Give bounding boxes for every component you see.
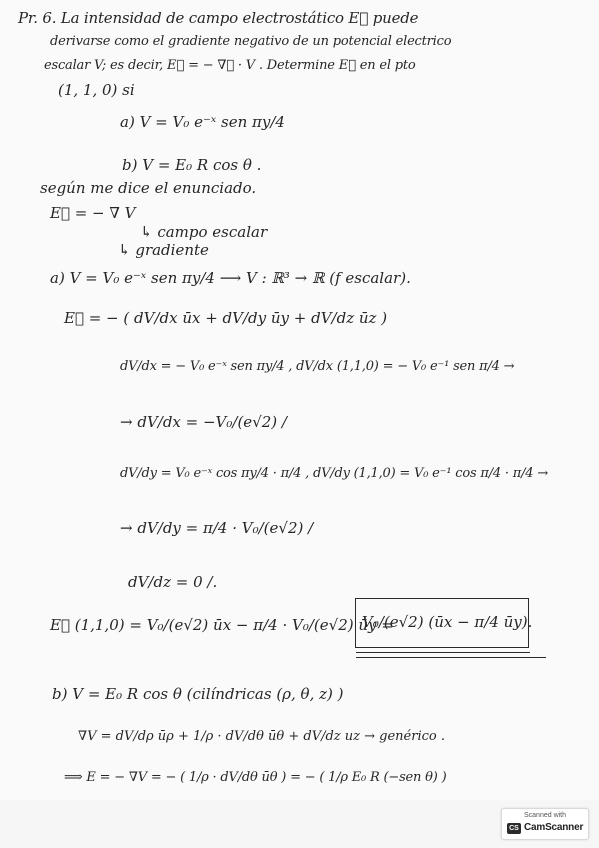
intro-line-3: ↳ campo escalar — [140, 223, 268, 241]
problem-line-1: Pr. 6. La intensidad de campo electrostático E⃗ puede — [18, 9, 419, 27]
boxed-result-text: V₀/(e√2) (ūx − π/4 ūy). — [362, 613, 533, 631]
part-a-line-4: → dV/dx = −V₀/(e√2) / — [120, 413, 287, 431]
camscanner-logo-icon: CS — [507, 823, 521, 834]
underline-1 — [356, 652, 530, 653]
part-a-line-1: a) V = V₀ e⁻ˣ sen πy/4 ⟶ V : ℝ³ → ℝ (f escalar). — [50, 269, 411, 287]
problem-line-3: escalar V; es decir, E⃗ = − ∇⃗ · V . Determine E⃗ en el pto — [44, 58, 416, 73]
problem-item-a: a) V = V₀ e⁻ˣ sen πy/4 — [120, 113, 285, 131]
camscanner-watermark — [501, 808, 589, 840]
part-b-line-1: b) V = E₀ R cos θ (cilíndricas (ρ, θ, z) ) — [52, 685, 344, 703]
part-a-line-5: dV/dy = V₀ e⁻ˣ cos πy/4 · π/4 , dV/dy (1,1,0) = V₀ e⁻¹ cos π/4 · π/4 → — [120, 466, 549, 481]
part-b-line-3: ⟹ E = − ∇V = − ( 1/ρ · dV/dθ ūθ ) = − ( 1/ρ E₀ R (−sen θ) ) — [64, 770, 447, 785]
part-a-line-2: E⃗ = − ( dV/dx ūx + dV/dy ūy + dV/dz ūz ) — [64, 309, 388, 327]
part-a-line-6: → dV/dy = π/4 · V₀/(e√2) / — [120, 519, 314, 537]
problem-line-4: (1, 1, 0) si — [58, 81, 135, 99]
part-a-line-7: dV/dz = 0 /. — [128, 573, 218, 591]
problem-line-2: derivarse como el gradiente negativo de un potencial electrico — [50, 34, 452, 49]
part-b-line-2: ∇V = dV/dρ ūρ + 1/ρ · dV/dθ ūθ + dV/dz uz → genérico . — [78, 729, 445, 744]
watermark-brand: CamScanner — [524, 822, 584, 833]
watermark-caption: Scanned with — [523, 812, 567, 819]
underline-2 — [356, 657, 546, 658]
part-a-result: E⃗ (1,1,0) = V₀/(e√2) ūx − π/4 · V₀/(e√2) ūy = — [50, 616, 394, 634]
intro-line-4: ↳ gradiente — [118, 241, 209, 259]
intro-line-2: E⃗ = − ∇ V — [50, 204, 136, 222]
problem-item-b: b) V = E₀ R cos θ . — [122, 156, 262, 174]
intro-line-1: según me dice el enunciado. — [40, 179, 257, 197]
part-a-line-3: dV/dx = − V₀ e⁻ˣ sen πy/4 , dV/dx (1,1,0) = − V₀ e⁻¹ sen π/4 → — [120, 359, 515, 374]
